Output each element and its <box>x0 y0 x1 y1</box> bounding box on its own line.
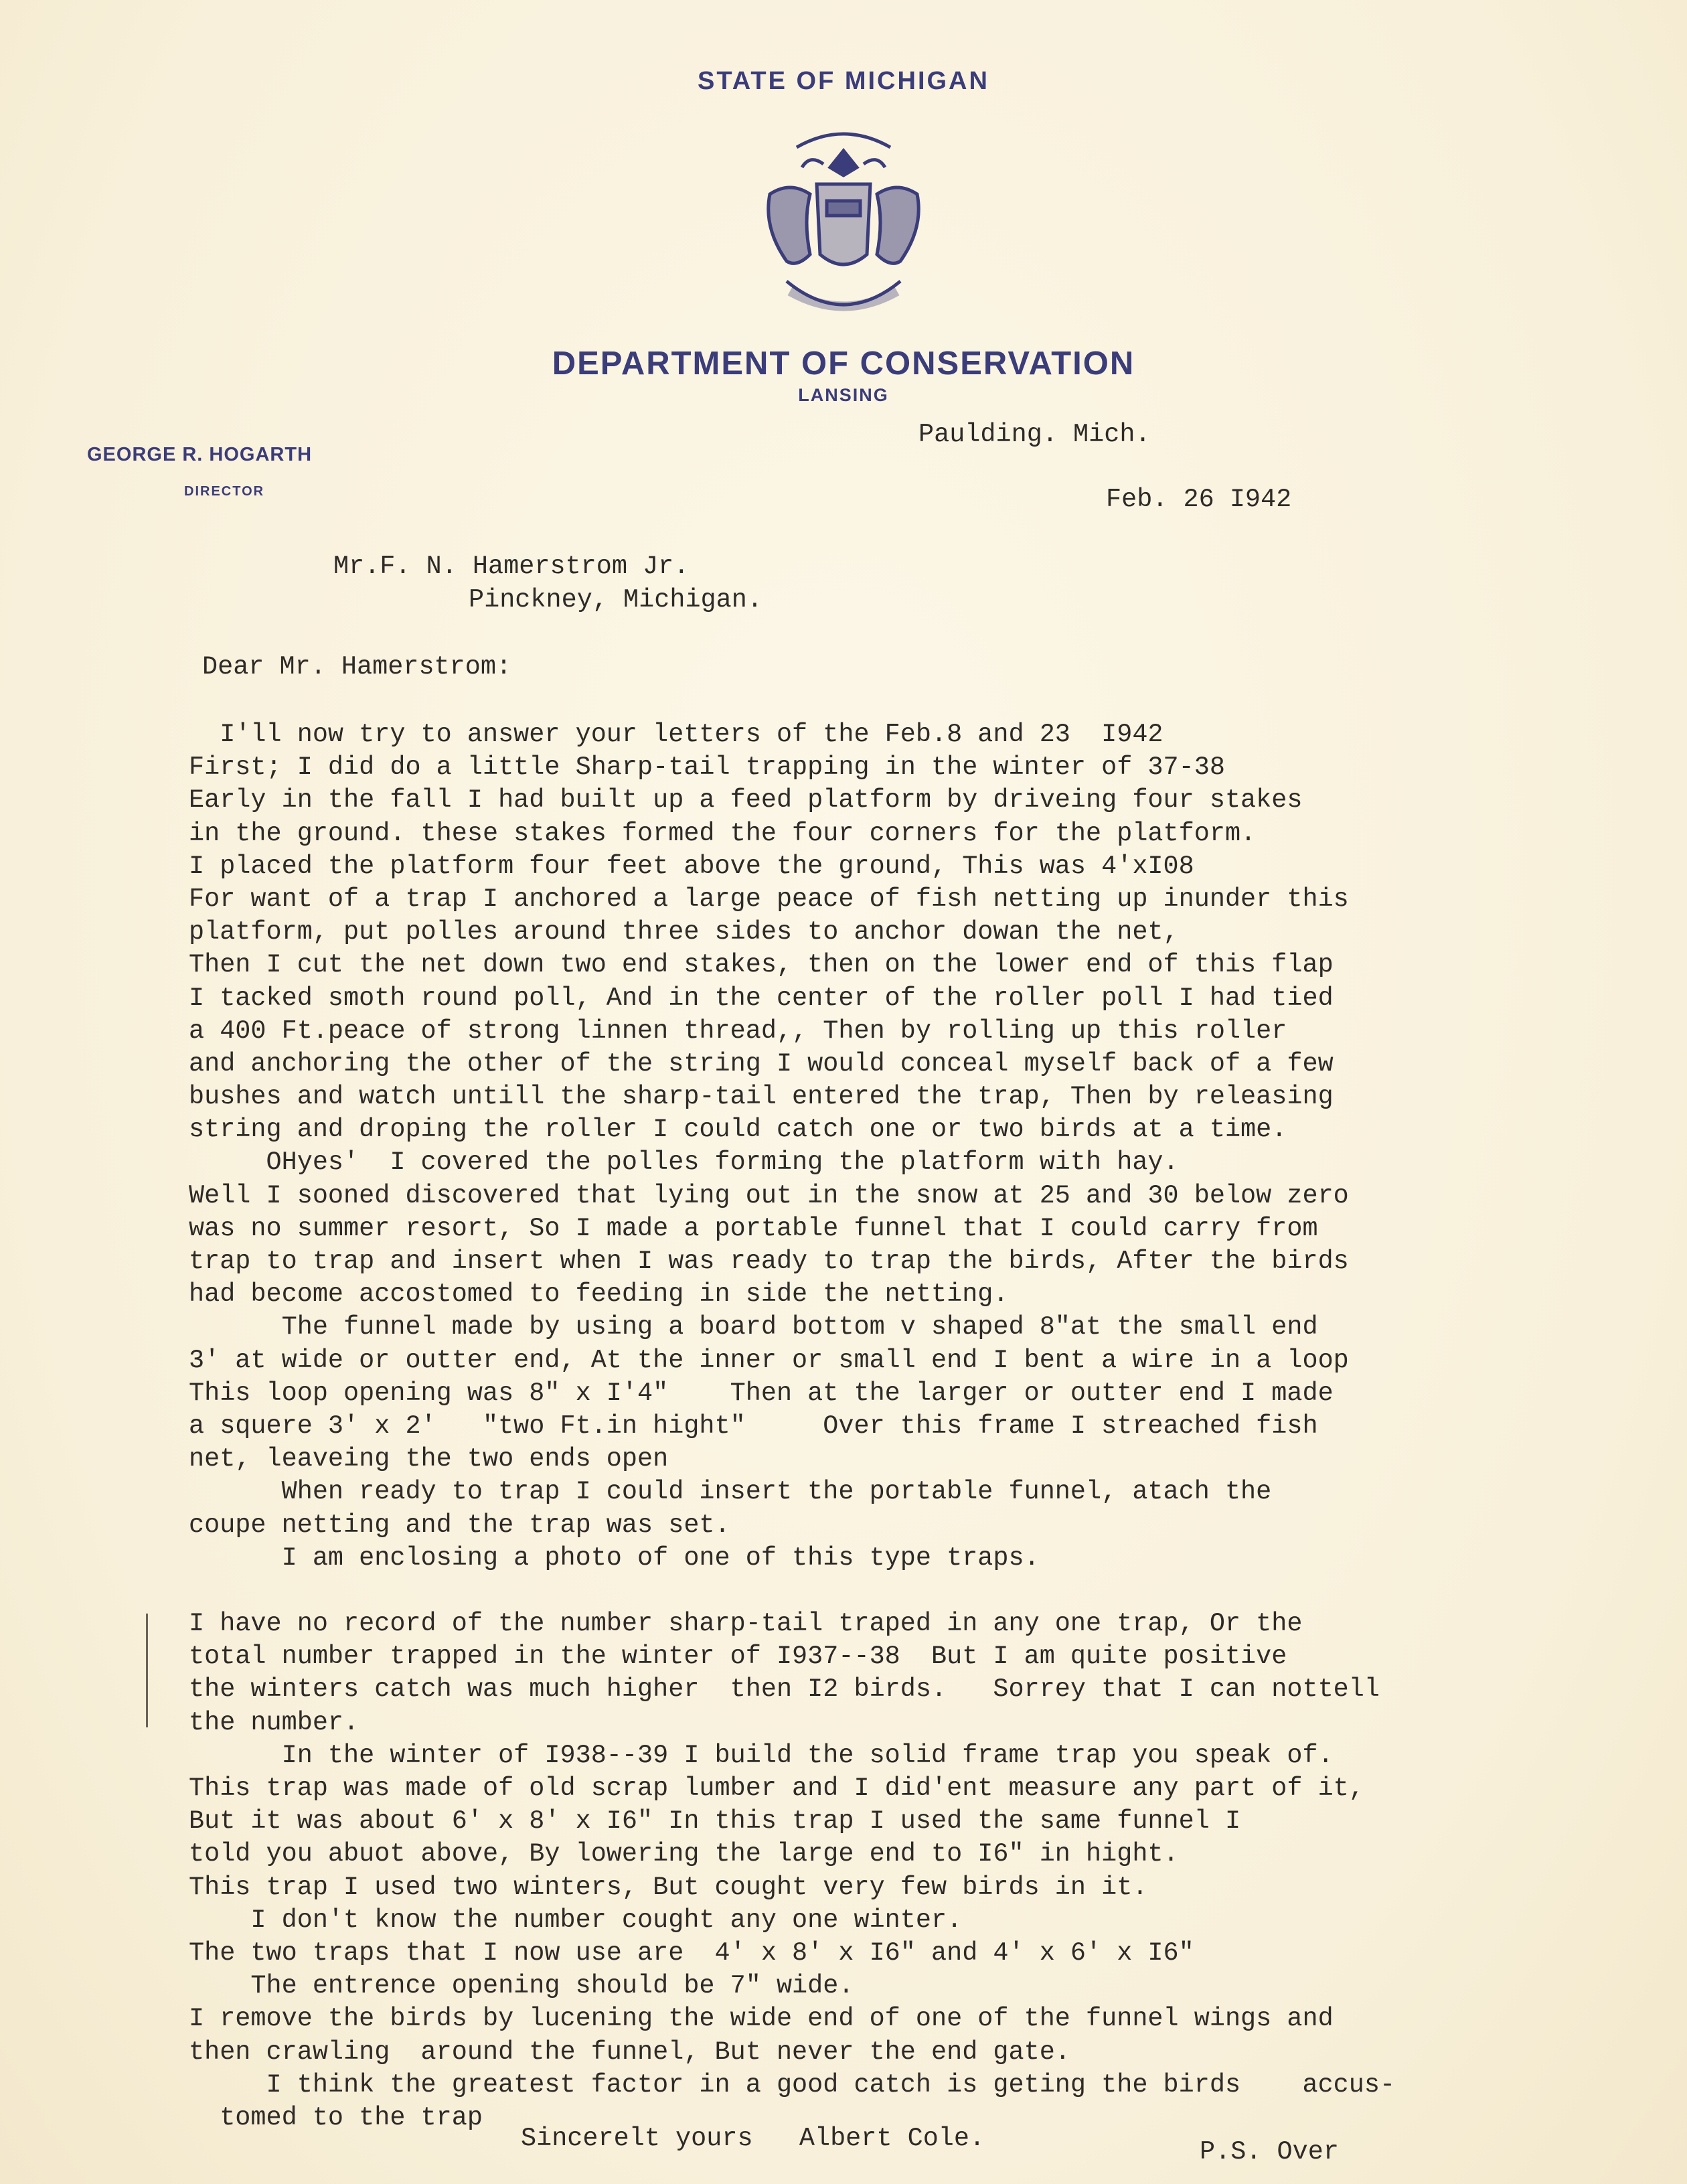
body-line: I have no record of the number sharp-tail traped in any one trap, Or the <box>189 1609 1303 1639</box>
body-line: This loop opening was 8" x I'4" Then at the larger or outter end I made <box>189 1378 1334 1408</box>
closing-signature: Sincerelt yours Albert Cole. <box>521 2124 985 2153</box>
body-line: 3' at wide or outter end, At the inner or small end I bent a wire in a loop <box>189 1345 1349 1375</box>
body-line: The two traps that I now use are 4' x 8' x I6" and 4' x 6' x I6" <box>189 1938 1194 1968</box>
salutation: Dear Mr. Hamerstrom: <box>202 652 512 682</box>
body-line: in the ground. these stakes formed the four corners for the platform. <box>189 818 1257 848</box>
body-line: For want of a trap I anchored a large peace of fish netting up inunder this <box>189 884 1349 914</box>
body-line: In the winter of I938--39 I build the solid frame trap you speak of. <box>189 1740 1334 1770</box>
sender-place: Paulding. Mich. <box>918 420 1151 449</box>
body-line: I tacked smoth round poll, And in the center of the roller poll I had tied <box>189 983 1334 1013</box>
letter-body <box>189 718 1395 2134</box>
body-line: net, leaveing the two ends open <box>189 1444 669 1474</box>
body-line: bushes and watch untill the sharp-tail entered the trap, Then by releasing <box>189 1082 1334 1112</box>
city-heading: LANSING <box>798 385 889 405</box>
body-line: The entrence opening should be 7" wide. <box>189 1971 854 2001</box>
recipient-name: Mr.F. N. Hamerstrom Jr. <box>333 552 690 581</box>
body-line: When ready to trap I could insert the portable funnel, atach the <box>189 1477 1272 1507</box>
michigan-seal-emblem <box>723 121 964 328</box>
body-line: But it was about 6' x 8' x I6" In this trap I used the same funnel I <box>189 1806 1241 1837</box>
body-line: The funnel made by using a board bottom v shaped 8"at the small end <box>189 1312 1318 1342</box>
body-line: platform, put polles around three sides to anchor dowan the net, <box>189 917 1179 947</box>
body-line: First; I did do a little Sharp-tail trapping in the winter of 37-38 <box>189 753 1225 783</box>
body-line <box>189 1575 1395 1608</box>
body-line: coupe netting and the trap was set. <box>189 1510 730 1540</box>
body-line: I think the greatest factor in a good catch is geting the birds accus- <box>189 2070 1396 2100</box>
body-line: and anchoring the other of the string I would conceal myself back of a few <box>189 1048 1334 1079</box>
director-name: GEORGE R. HOGARTH <box>87 444 313 465</box>
body-line: This trap I used two winters, But cought very few birds in it. <box>189 1872 1148 1902</box>
body-line: tomed to the trap <box>189 2102 483 2132</box>
body-line: total number trapped in the winter of I937--38 But I am quite positive <box>189 1642 1287 1672</box>
body-line: Well I sooned discovered that lying out in the snow at 25 and 30 below zero <box>189 1180 1349 1211</box>
department-heading: DEPARTMENT OF CONSERVATION <box>552 345 1135 382</box>
body-line: trap to trap and insert when I was ready to trap the birds, After the birds <box>189 1247 1349 1276</box>
body-line: I'll now try to answer your letters of the Feb.8 and 23 I942 <box>189 720 1163 749</box>
body-line: I remove the birds by lucening the wide end of one of the funnel wings and <box>189 2004 1334 2034</box>
body-line: then crawling around the funnel, But never the end gate. <box>189 2037 1070 2067</box>
body-line: I don't know the number cought any one winter. <box>189 1905 963 1935</box>
body-line: a 400 Ft.peace of strong linnen thread,, Then by rolling up this roller <box>189 1016 1287 1046</box>
body-line: OHyes' I covered the polles forming the platform with hay. <box>189 1148 1179 1178</box>
state-heading: STATE OF MICHIGAN <box>698 67 989 95</box>
postscript: P.S. Over <box>1200 2137 1339 2167</box>
margin-pencil-mark <box>146 1614 148 1727</box>
body-line: the number. <box>189 1707 359 1737</box>
body-line: told you abuot above, By lowering the large end to I6" in hight. <box>189 1839 1179 1869</box>
body-line: a squere 3' x 2' "two Ft.in hight" Over this frame I streached fish <box>189 1411 1318 1441</box>
body-line: Early in the fall I had built up a feed platform by driveing four stakes <box>189 785 1303 815</box>
recipient-address: Pinckney, Michigan. <box>469 585 762 615</box>
body-line: I placed the platform four feet above the ground, This was 4'xI08 <box>189 851 1194 881</box>
director-title: DIRECTOR <box>184 484 265 499</box>
body-line: Then I cut the net down two end stakes, then on the lower end of this flap <box>189 950 1334 980</box>
letter-date: Feb. 26 I942 <box>1106 485 1292 514</box>
body-line: This trap was made of old scrap lumber and I did'ent measure any part of it, <box>189 1774 1364 1803</box>
body-line: I am enclosing a photo of one of this type traps. <box>189 1543 1040 1573</box>
body-line: was no summer resort, So I made a portable funnel that I could carry from <box>189 1213 1318 1243</box>
body-line: the winters catch was much higher then I2 birds. Sorrey that I can nottell <box>189 1674 1380 1705</box>
body-line: string and droping the roller I could catch one or two birds at a time. <box>189 1115 1287 1145</box>
body-line: had become accostomed to feeding in side the netting. <box>189 1279 1009 1310</box>
